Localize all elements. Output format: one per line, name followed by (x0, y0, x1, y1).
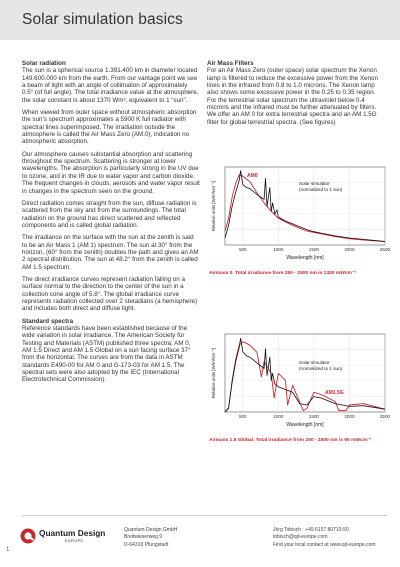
paragraph: The sun is a spherical source 1.391.400 km in diameter located 149.600.000 km from the earth. From our vantage point we see a beam of light with an angle of collimation of approximately 0.5° (of full angle). The total irradiance value at the atmosphere, the solar constant is about 1370 Wm², equivalent to 1 “sun”. (22, 67, 199, 104)
paragraph: The direct irradiance curves represent radiation falling on a surface normal to the direction to the center of the sun in a collection cone angle of 5.8°. The global irradiance curve represents radiation collected over 2 steradians (a hemisphere) and includes both direct and diffuse light. (22, 275, 198, 313)
chart-am0-svg (207, 163, 389, 263)
series-label: (normalized to 1 sun) (299, 187, 343, 192)
x-tick-label: 2000 (344, 247, 355, 252)
x-tick-label: 1000 (273, 414, 284, 419)
chart-caption-am15g: Airmass 1.5 Global. Total irradiance from 250 - 2500 nm is 95 mWcm⁻² (209, 438, 372, 443)
chart-am15g (207, 330, 389, 430)
logo-sub-text: EUROPE (65, 539, 84, 543)
series-label: (normalized to 1 sun) (299, 366, 343, 371)
paragraph: For an Air Mass Zero (outer space) solar spectrum the Xenon lamp is filtered to reduce the excessive power from the Xenon lines in the infrared from 0.8 to 1.0 microns. The Xenon lamp also shows some excessive power in the 0.25 to 0.35 region. For the terrestrial solar spectrum the ultraviolet below 0.4 microns and the infrared must be further attenuated by filters. We offer an AM 0 for extra terrestrial spectra and an AM 1.5G filter for global terrestrial spectra. (See figures) (207, 67, 378, 126)
footer-contact (273, 527, 376, 549)
paragraph: Reference standards have been established because of the wide variation in solar irradiance. The American Society for Testing and Materials (ASTM) published three spectra; AM 0, AM 1.5 Direct and AM 1.5 Global on a sun facing surface 37° from the horizontal. The curves are from the data in ASTM standards E490-00 for AM 0 and G-173-03 for AM 1.5. The spectral sets were also adopted by the IEC (International Electrotechnical Commission). (22, 325, 191, 384)
series-label: Solar simulator (299, 181, 330, 186)
heading-solar-radiation: Solar radiation (22, 60, 66, 67)
y-axis-label: Relative units [W/m²nm⁻¹] (211, 180, 216, 232)
chart-am0 (207, 163, 389, 263)
series-label: Solar simulator (299, 360, 330, 365)
footer-address (124, 527, 177, 549)
x-tick-label: 1000 (273, 247, 284, 252)
logo-brand-text: Quantum Design (39, 528, 106, 538)
title-bar (0, 0, 400, 40)
quantum-design-logo (20, 527, 106, 551)
x-tick-label: 500 (238, 247, 247, 252)
address-line: Breitwieserweg 9 (124, 534, 163, 541)
x-tick-label: 2000 (344, 414, 355, 419)
contact-phone: Jörg Tobisch : +49 6157 80710-50 (273, 527, 349, 533)
paragraph: Direct radiation comes straight from the sun, diffuse radiation is scattered from the sky and from the surroundings. The total radiation on the ground has direct scattered and reflected components and is called global radiation. (22, 199, 197, 229)
left-column (22, 60, 200, 389)
x-tick-label: 500 (238, 414, 247, 419)
y-axis-label: Relative units [W/m²nm⁻¹] (211, 347, 216, 399)
page-title: Solar simulation basics (22, 11, 183, 28)
paragraph: When viewed from outer space without atmospheric absorption the sun’s spectrum approximates a 5900 K full radiator with spectral lines superimposed. The irradiation outside the atmosphere is called the Air Mass Zero (AM.0), indication no atmospheric absorption. (22, 109, 197, 146)
heading-air-mass-filters: Air Mass Filters (207, 60, 254, 67)
address-line: Quantum Design GmbH (124, 527, 178, 533)
contact-email[interactable]: tobisch@qd-europe.com (273, 534, 328, 541)
x-tick-label: 1500 (308, 414, 320, 419)
heading-standard-spectra: Standard spectra (22, 317, 74, 325)
series-label: AM0 (247, 173, 258, 179)
footer-divider (22, 515, 387, 516)
x-tick-label: 1500 (308, 247, 320, 252)
x-tick-label: 2500 (379, 247, 391, 252)
right-column (207, 60, 382, 131)
logo-mark-icon (20, 528, 36, 544)
address-line: D-64319 Pfungstadt (124, 541, 169, 548)
paragraph: The irradiance on the surface with the sun at the zenith is said to be an Air Mass 1 (AM 1) spectrum. The sun at 30° from the horizon, (60° from the zenith) doubles the path and gives an AM 2 spectral distribution. The sun at 48.2° from the zenith is called AM 1.5 spectrum. (22, 234, 199, 271)
series-label: AM1.5G (325, 390, 344, 396)
x-axis-label: Wavelength [nm] (286, 422, 324, 428)
x-tick-label: 2500 (379, 414, 391, 419)
page-number: 1 (6, 547, 10, 553)
x-axis-label: Wavelength [nm] (286, 255, 324, 261)
chart-caption-am0: Airmass 0. Total irradiance from 250 - 2500 nm is 1330 mWcm⁻² (209, 271, 357, 276)
contact-website[interactable]: Find your local contact at www.qd-europe.com (273, 541, 376, 548)
plot-area (225, 334, 385, 412)
chart-am15g-svg (207, 330, 389, 430)
paragraph: Our atmosphere causes substantial absorption and scattering throughout the spectrum. Scattering is stronger at lower wavelengths. The absorption is particularly strong in the UV due to ozone, and in the IR due to water vapor and carbon dioxide. The frequent changes in clouds, aerosols and water vapor result in changes in the spectrum seen on the ground. (22, 150, 200, 195)
